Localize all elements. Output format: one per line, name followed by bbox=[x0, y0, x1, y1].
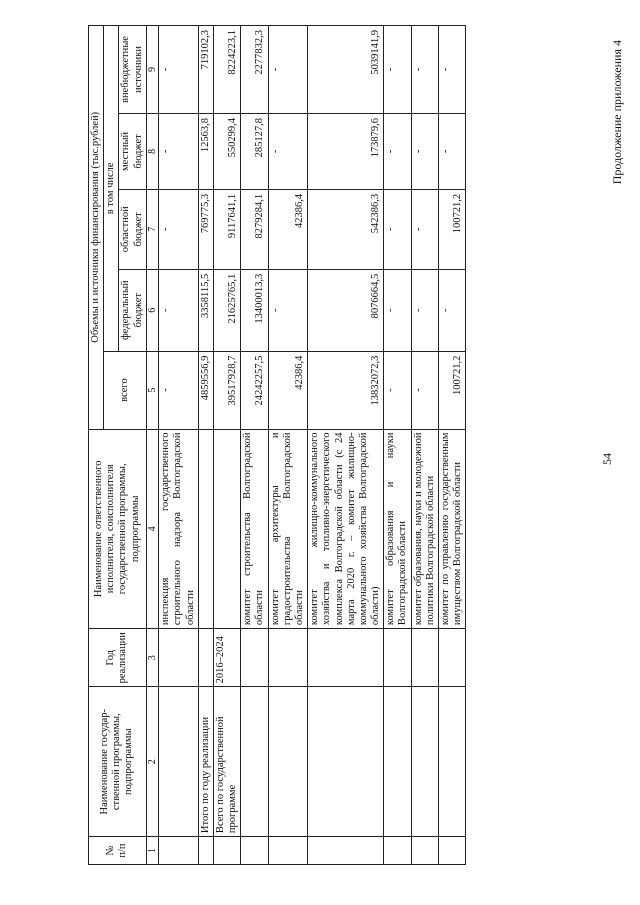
offbudget-cell: 2277832,3 bbox=[241, 26, 268, 114]
year-cell bbox=[438, 629, 465, 687]
executor-cell: комитет по управлению государственным имуществом Волгоградской области bbox=[438, 429, 465, 629]
funding-header: Объемы и источники финансирования (тыс.рублей) bbox=[89, 26, 104, 430]
row-number bbox=[241, 837, 268, 865]
program-cell bbox=[438, 687, 465, 837]
program-cell bbox=[308, 687, 384, 837]
row-number bbox=[198, 837, 213, 865]
table-row bbox=[438, 26, 465, 865]
continuation-note: Продолжение приложения 4 bbox=[610, 40, 624, 185]
year-cell: 2016–2024 bbox=[213, 629, 240, 687]
row-number bbox=[411, 837, 438, 865]
total-header: всего bbox=[104, 351, 147, 429]
program-cell bbox=[268, 687, 308, 837]
program-cell bbox=[159, 687, 199, 837]
header-row bbox=[89, 26, 104, 865]
regional-cell: 542386,3 bbox=[308, 189, 384, 269]
federal-cell: - bbox=[159, 269, 199, 351]
table-row bbox=[213, 26, 240, 865]
total-cell: 13832072,3 bbox=[308, 351, 384, 429]
offbudget-cell: - bbox=[411, 26, 438, 114]
index-cell: 5 bbox=[146, 351, 159, 429]
year-cell bbox=[308, 629, 384, 687]
index-cell: 6 bbox=[146, 269, 159, 351]
program-cell: Всего по государственной программе bbox=[213, 687, 240, 837]
local-cell: - bbox=[384, 113, 411, 189]
local-cell: 285127,8 bbox=[241, 113, 268, 189]
year-cell bbox=[159, 629, 199, 687]
col-year-header: Год реализации bbox=[89, 629, 147, 687]
federal-cell: - bbox=[438, 269, 465, 351]
executor-cell: комитет образования и науки Волгоградской области bbox=[384, 429, 411, 629]
federal-cell: 3358115,5 bbox=[198, 269, 213, 351]
regional-cell: - bbox=[159, 189, 199, 269]
local-cell: 173879,6 bbox=[308, 113, 384, 189]
regional-cell: 9117641,1 bbox=[213, 189, 240, 269]
executor-cell: комитет архитектуры и градостроительства Волгоградской области bbox=[268, 429, 308, 629]
federal-cell: 13400013,3 bbox=[241, 269, 268, 351]
federal-header: федеральный бюджет bbox=[119, 269, 146, 351]
table-row bbox=[241, 26, 268, 865]
row-number bbox=[384, 837, 411, 865]
program-cell: Итого по году реализации bbox=[198, 687, 213, 837]
page-number: 54 bbox=[600, 453, 614, 465]
offbudget-cell: - bbox=[384, 26, 411, 114]
local-cell: - bbox=[438, 113, 465, 189]
local-cell: - bbox=[411, 113, 438, 189]
table-row bbox=[268, 26, 308, 865]
index-cell: 1 bbox=[146, 837, 159, 865]
federal-cell: - bbox=[384, 269, 411, 351]
executor-cell bbox=[198, 429, 213, 629]
index-cell: 9 bbox=[146, 26, 159, 114]
row-number bbox=[213, 837, 240, 865]
index-cell: 3 bbox=[146, 629, 159, 687]
col-number-header: № п/п bbox=[89, 837, 147, 865]
offbudget-cell: 8224223,1 bbox=[213, 26, 240, 114]
including-header: в том числе bbox=[104, 26, 119, 352]
local-cell: 12563,8 bbox=[198, 113, 213, 189]
offbudget-cell: - bbox=[438, 26, 465, 114]
year-cell bbox=[268, 629, 308, 687]
year-cell bbox=[411, 629, 438, 687]
local-header: местный бюджет bbox=[119, 113, 146, 189]
federal-cell: 21625765,1 bbox=[213, 269, 240, 351]
row-number bbox=[308, 837, 384, 865]
year-cell bbox=[384, 629, 411, 687]
regional-cell: 42386,4 bbox=[268, 189, 308, 269]
program-cell bbox=[411, 687, 438, 837]
offbudget-cell: 5039141,9 bbox=[308, 26, 384, 114]
col-executor-header: Наименование ответственного исполнителя, соисполнителя государственной программы, подпрограммы bbox=[89, 429, 147, 629]
regional-header: областной бюджет bbox=[119, 189, 146, 269]
total-cell: 42386,4 bbox=[268, 351, 308, 429]
total-cell: 4859556,9 bbox=[198, 351, 213, 429]
executor-cell: комитет образования, науки и молодежной политики Волгоградской области bbox=[411, 429, 438, 629]
local-cell: 550299,4 bbox=[213, 113, 240, 189]
executor-cell: инспекция государственного строительного надзора Волгоградской области bbox=[159, 429, 199, 629]
table-row bbox=[159, 26, 199, 865]
row-number bbox=[268, 837, 308, 865]
row-number bbox=[159, 837, 199, 865]
table-row bbox=[384, 26, 411, 865]
offbudget-cell: 719102,3 bbox=[198, 26, 213, 114]
year-cell bbox=[241, 629, 268, 687]
year-cell bbox=[198, 629, 213, 687]
regional-cell: - bbox=[411, 189, 438, 269]
col-program-header: Наименование государ-ственной программы, подпрограммы bbox=[89, 687, 147, 837]
index-cell: 4 bbox=[146, 429, 159, 629]
regional-cell: 100721,2 bbox=[438, 189, 465, 269]
program-cell bbox=[241, 687, 268, 837]
total-cell: 100721,2 bbox=[438, 351, 465, 429]
total-cell: 39517928,7 bbox=[213, 351, 240, 429]
offbudget-cell: - bbox=[268, 26, 308, 114]
local-cell: - bbox=[268, 113, 308, 189]
executor-cell: комитет жилищно-коммунального хозяйства и топливно-энергетического комплекса Волгоградской области (с 24 марта 2020 г. – комитет жилищно-коммунального хозяйства Волгоградской области) bbox=[308, 429, 384, 629]
total-cell: - bbox=[159, 351, 199, 429]
regional-cell: 769775,3 bbox=[198, 189, 213, 269]
index-cell: 2 bbox=[146, 687, 159, 837]
offbudget-header: внебюджетные источники bbox=[119, 26, 146, 114]
program-cell bbox=[384, 687, 411, 837]
index-cell: 7 bbox=[146, 189, 159, 269]
local-cell: - bbox=[159, 113, 199, 189]
executor-cell: комитет строительства Волгоградской области bbox=[241, 429, 268, 629]
total-cell: 24242257,5 bbox=[241, 351, 268, 429]
federal-cell: - bbox=[411, 269, 438, 351]
funding-table bbox=[88, 25, 466, 865]
index-row bbox=[146, 26, 159, 865]
row-number bbox=[438, 837, 465, 865]
total-cell: - bbox=[411, 351, 438, 429]
executor-cell bbox=[213, 429, 240, 629]
total-cell: - bbox=[384, 351, 411, 429]
offbudget-cell: - bbox=[159, 26, 199, 114]
table-row bbox=[308, 26, 384, 865]
regional-cell: 8279284,1 bbox=[241, 189, 268, 269]
federal-cell: - bbox=[268, 269, 308, 351]
regional-cell: - bbox=[384, 189, 411, 269]
index-cell: 8 bbox=[146, 113, 159, 189]
table-row bbox=[198, 26, 213, 865]
federal-cell: 8076664,5 bbox=[308, 269, 384, 351]
table-row bbox=[411, 26, 438, 865]
